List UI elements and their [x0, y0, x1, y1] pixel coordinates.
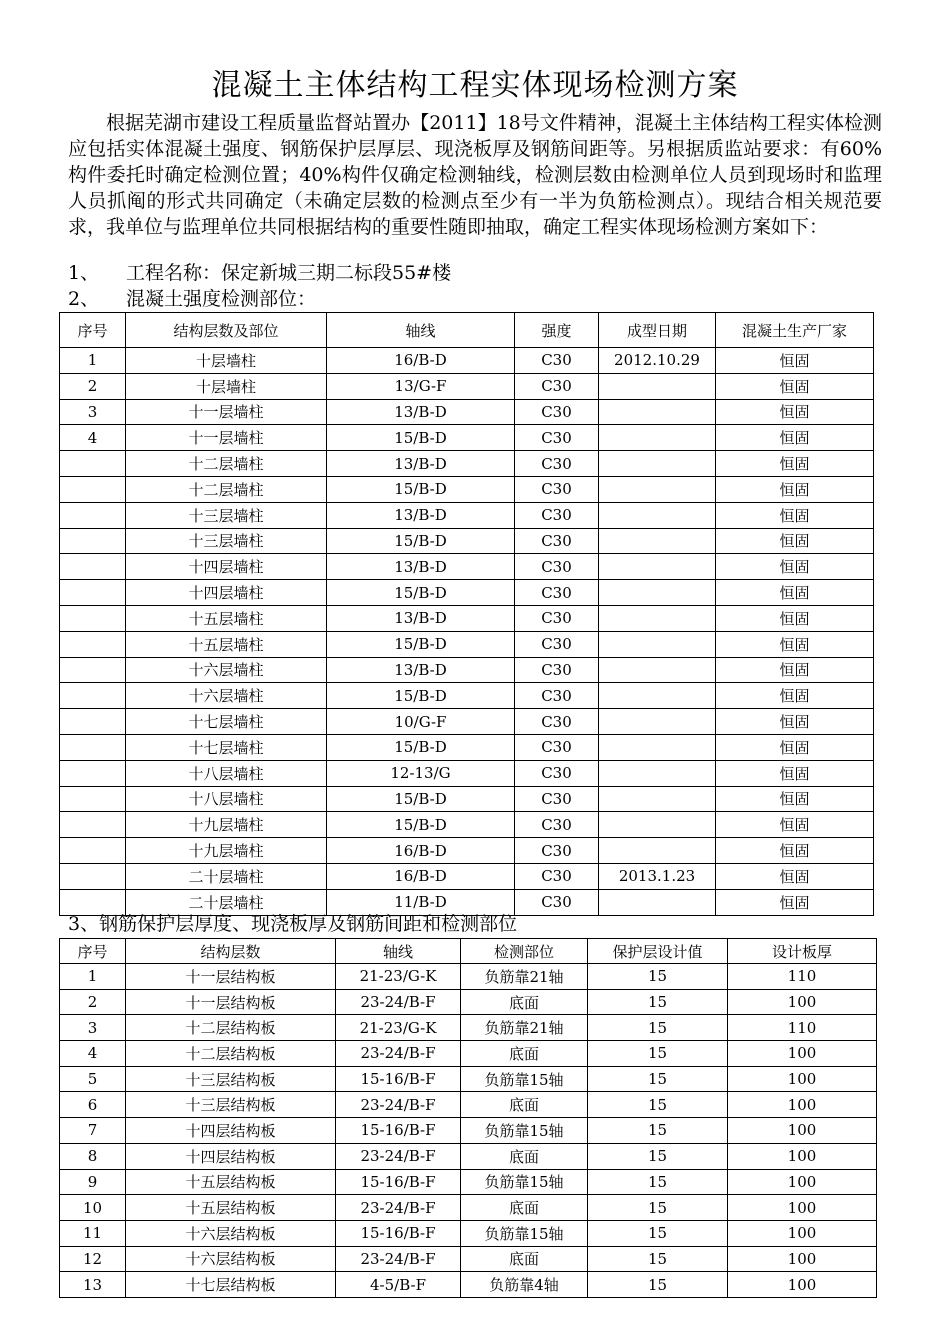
table-cell: 15-16/B-F	[336, 1220, 461, 1246]
table-cell: 4-5/B-F	[336, 1272, 461, 1298]
table-cell: 100	[728, 1195, 877, 1221]
table-cell: C30	[515, 373, 599, 399]
column-header: 保护层设计值	[588, 939, 728, 964]
table-cell: 恒固	[716, 838, 874, 864]
table-cell: 7	[60, 1118, 126, 1144]
table-cell: 5	[60, 1066, 126, 1092]
table-cell	[60, 580, 126, 606]
table-cell: 13/B-D	[327, 605, 515, 631]
section-3-heading: 3、钢筋保护层厚度、现浇板厚及钢筋间距和检测部位	[68, 913, 518, 935]
rebar-cover-table	[59, 938, 877, 1298]
table-cell: C30	[515, 734, 599, 760]
table-cell: C30	[515, 399, 599, 425]
table-row	[60, 1092, 877, 1118]
table-cell: 2012.10.29	[599, 348, 716, 374]
table-row	[60, 451, 874, 477]
table-cell: 十六层墙柱	[126, 657, 327, 683]
table-row	[60, 734, 874, 760]
table-cell: 21-23/G-K	[336, 964, 461, 990]
column-header: 轴线	[336, 939, 461, 964]
table-cell: 恒固	[716, 348, 874, 374]
table-cell: C30	[515, 812, 599, 838]
table-cell: 100	[728, 1092, 877, 1118]
table-row	[60, 786, 874, 812]
table-cell: 16/B-D	[327, 838, 515, 864]
table-cell: 6	[60, 1092, 126, 1118]
table-cell: 15-16/B-F	[336, 1066, 461, 1092]
column-header: 检测部位	[461, 939, 588, 964]
table-cell	[599, 605, 716, 631]
table-cell: 13/G-F	[327, 373, 515, 399]
table-cell: 15-16/B-F	[336, 1169, 461, 1195]
table-cell	[60, 734, 126, 760]
table-cell: 十二层结构板	[126, 1015, 336, 1041]
table-cell: 13/B-D	[327, 451, 515, 477]
table-row	[60, 657, 874, 683]
column-header: 混凝土生产厂家	[716, 313, 874, 348]
table-cell: 十四层墙柱	[126, 554, 327, 580]
table-cell: C30	[515, 863, 599, 889]
table-cell	[599, 734, 716, 760]
table-cell: 二十层墙柱	[126, 863, 327, 889]
table-header	[60, 939, 877, 964]
table-cell	[599, 502, 716, 528]
table-cell: 恒固	[716, 889, 874, 915]
table-cell: 十六层结构板	[126, 1220, 336, 1246]
table-cell: 恒固	[716, 399, 874, 425]
table-row	[60, 580, 874, 606]
table-cell: 23-24/B-F	[336, 1143, 461, 1169]
table-cell: 15	[588, 1092, 728, 1118]
table-row	[60, 476, 874, 502]
table-cell: 1	[60, 964, 126, 990]
table-row	[60, 528, 874, 554]
table-cell: 23-24/B-F	[336, 1195, 461, 1221]
table-cell: 负筋靠4轴	[461, 1272, 588, 1298]
table-cell: 恒固	[716, 786, 874, 812]
table-cell	[599, 399, 716, 425]
table-cell: 110	[728, 1015, 877, 1041]
table-cell	[60, 760, 126, 786]
table-cell: 100	[728, 1272, 877, 1298]
table-cell	[60, 657, 126, 683]
table-row	[60, 1041, 877, 1067]
table-cell: C30	[515, 476, 599, 502]
table-cell: 9	[60, 1169, 126, 1195]
table-cell: 15/B-D	[327, 683, 515, 709]
table-row	[60, 863, 874, 889]
document-title: 混凝土主体结构工程实体现场检测方案	[211, 68, 739, 103]
table-cell: 十一层结构板	[126, 964, 336, 990]
table-cell: 100	[728, 1220, 877, 1246]
table-cell: C30	[515, 709, 599, 735]
table-cell	[599, 631, 716, 657]
table-cell: 十六层结构板	[126, 1246, 336, 1272]
table-row	[60, 989, 877, 1015]
table-cell: 负筋靠21轴	[461, 1015, 588, 1041]
table-cell: 十五层结构板	[126, 1195, 336, 1221]
table-cell: 15-16/B-F	[336, 1118, 461, 1144]
section-text: 工程名称：保定新城三期二标段55#楼	[126, 262, 452, 284]
section-number: 2、	[68, 288, 100, 310]
table-cell: 4	[60, 425, 126, 451]
table-cell: 15	[588, 1143, 728, 1169]
table-cell: C30	[515, 838, 599, 864]
table-cell: 15/B-D	[327, 476, 515, 502]
section-1-project-name	[68, 260, 451, 286]
table-cell: 恒固	[716, 863, 874, 889]
table-cell: C30	[515, 348, 599, 374]
table-cell	[599, 786, 716, 812]
table-cell	[599, 889, 716, 915]
table-cell: 十三层结构板	[126, 1066, 336, 1092]
table-cell: C30	[515, 580, 599, 606]
table-cell: 15/B-D	[327, 812, 515, 838]
table-row	[60, 709, 874, 735]
table-cell: 恒固	[716, 425, 874, 451]
table-cell: 23-24/B-F	[336, 1041, 461, 1067]
table-row	[60, 1220, 877, 1246]
table-cell: C30	[515, 528, 599, 554]
table-row	[60, 1169, 877, 1195]
table-cell: 15	[588, 1169, 728, 1195]
table-cell	[599, 683, 716, 709]
table-cell: C30	[515, 889, 599, 915]
table-cell: 底面	[461, 1092, 588, 1118]
column-header: 成型日期	[599, 313, 716, 348]
table-cell: 底面	[461, 1246, 588, 1272]
table-cell: 十层墙柱	[126, 373, 327, 399]
table-cell: C30	[515, 657, 599, 683]
column-header: 结构层数	[126, 939, 336, 964]
table-row	[60, 1195, 877, 1221]
table-row	[60, 605, 874, 631]
table-cell	[599, 812, 716, 838]
table-cell: C30	[515, 425, 599, 451]
table-header	[60, 313, 874, 348]
table-row	[60, 812, 874, 838]
table-cell: 12-13/G	[327, 760, 515, 786]
table-row	[60, 348, 874, 374]
table-cell: 十五层结构板	[126, 1169, 336, 1195]
table-cell: 15/B-D	[327, 734, 515, 760]
table-cell	[599, 838, 716, 864]
table-cell	[60, 683, 126, 709]
section-number: 1、	[68, 262, 100, 284]
table-row	[60, 1143, 877, 1169]
table-cell: 2013.1.23	[599, 863, 716, 889]
table-cell: 十七层结构板	[126, 1272, 336, 1298]
table-row	[60, 1015, 877, 1041]
table-cell	[599, 476, 716, 502]
table-cell: 恒固	[716, 451, 874, 477]
table-cell: C30	[515, 502, 599, 528]
table-cell: 100	[728, 1041, 877, 1067]
table-cell: 15	[588, 1246, 728, 1272]
table-cell: 10	[60, 1195, 126, 1221]
table-cell: 15	[588, 989, 728, 1015]
table-cell: C30	[515, 554, 599, 580]
table-row	[60, 399, 874, 425]
table-cell: 十八层墙柱	[126, 760, 327, 786]
table-cell: 21-23/G-K	[336, 1015, 461, 1041]
table-cell: 15	[588, 1272, 728, 1298]
table-cell: 110	[728, 964, 877, 990]
table-cell: 4	[60, 1041, 126, 1067]
table-cell: C30	[515, 631, 599, 657]
table-row	[60, 554, 874, 580]
table-row	[60, 502, 874, 528]
table-cell: 恒固	[716, 373, 874, 399]
table-row	[60, 760, 874, 786]
table-cell: 恒固	[716, 709, 874, 735]
table-row	[60, 1066, 877, 1092]
table-cell: 100	[728, 1143, 877, 1169]
table-cell: 二十层墙柱	[126, 889, 327, 915]
table-cell: 15	[588, 1066, 728, 1092]
table-cell: 2	[60, 373, 126, 399]
table-cell: 恒固	[716, 657, 874, 683]
table-cell: 十九层墙柱	[126, 812, 327, 838]
table-cell: 100	[728, 1169, 877, 1195]
table-cell: 100	[728, 989, 877, 1015]
table-cell: 13/B-D	[327, 502, 515, 528]
table-cell: 恒固	[716, 734, 874, 760]
table-cell: 16/B-D	[327, 348, 515, 374]
column-header: 设计板厚	[728, 939, 877, 964]
section-2-heading	[68, 286, 316, 312]
table-cell: 十九层墙柱	[126, 838, 327, 864]
table-cell	[60, 451, 126, 477]
table-cell: 十四层结构板	[126, 1118, 336, 1144]
table-cell: 恒固	[716, 580, 874, 606]
column-header: 序号	[60, 313, 126, 348]
table-row	[60, 373, 874, 399]
table-cell: 8	[60, 1143, 126, 1169]
table-cell: 15	[588, 1220, 728, 1246]
table-cell: 十二层墙柱	[126, 476, 327, 502]
table-cell: 底面	[461, 989, 588, 1015]
table-row	[60, 1118, 877, 1144]
column-header: 轴线	[327, 313, 515, 348]
table-cell: 十一层墙柱	[126, 425, 327, 451]
table-cell	[60, 528, 126, 554]
table-cell: 13/B-D	[327, 554, 515, 580]
table-row	[60, 631, 874, 657]
table-cell: 3	[60, 1015, 126, 1041]
column-header: 序号	[60, 939, 126, 964]
section-text: 混凝土强度检测部位：	[126, 288, 317, 310]
table-cell: 恒固	[716, 605, 874, 631]
table-cell: 12	[60, 1246, 126, 1272]
table-row	[60, 425, 874, 451]
table-cell: 16/B-D	[327, 863, 515, 889]
table-cell: 十七层墙柱	[126, 709, 327, 735]
table-cell: 15	[588, 1118, 728, 1144]
table-cell: 十五层墙柱	[126, 631, 327, 657]
table-cell: 十三层结构板	[126, 1092, 336, 1118]
table-cell: 十二层墙柱	[126, 451, 327, 477]
table-cell: 15/B-D	[327, 528, 515, 554]
table-cell: 15	[588, 1041, 728, 1067]
table-cell	[599, 554, 716, 580]
table-cell	[60, 863, 126, 889]
table-cell: 15/B-D	[327, 786, 515, 812]
table-cell: 15	[588, 1015, 728, 1041]
table-cell: 100	[728, 1118, 877, 1144]
table-row	[60, 683, 874, 709]
column-header: 结构层数及部位	[126, 313, 327, 348]
table-cell: 十八层墙柱	[126, 786, 327, 812]
concrete-strength-table	[59, 312, 874, 916]
table-cell: 15/B-D	[327, 425, 515, 451]
table-cell: 十四层墙柱	[126, 580, 327, 606]
table-cell	[599, 425, 716, 451]
table-cell	[60, 631, 126, 657]
table-cell: 十四层结构板	[126, 1143, 336, 1169]
table-cell: 恒固	[716, 631, 874, 657]
table-cell	[60, 812, 126, 838]
table-cell: 底面	[461, 1195, 588, 1221]
table-cell: 恒固	[716, 502, 874, 528]
table-cell	[599, 528, 716, 554]
intro-paragraph: 根据芜湖市建设工程质量监督站置办【2011】18号文件精神，混凝土主体结构工程实体检测应包括实体混凝土强度、钢筋保护层厚层、现浇板厚及钢筋间距等。另根据质监站要求：有60%构件委托时确定检测位置；40%构件仅确定检测轴线，检测层数由检测单位人员到现场时和监理人员抓阄的形式共同确定（未确定层数的检测点至少有一半为负筋检测点）。现结合相关规范要求，我单位与监理单位共同根据结构的重要性随即抽取，确定工程实体现场检测方案如下：	[68, 112, 882, 238]
table-cell: 15/B-D	[327, 631, 515, 657]
table-cell: 23-24/B-F	[336, 989, 461, 1015]
table-cell	[599, 451, 716, 477]
table-cell	[60, 838, 126, 864]
table-cell	[599, 760, 716, 786]
table-cell: 负筋靠15轴	[461, 1118, 588, 1144]
table-cell: 恒固	[716, 812, 874, 838]
table-cell: 恒固	[716, 528, 874, 554]
table-cell: 10/G-F	[327, 709, 515, 735]
table-cell: 十五层墙柱	[126, 605, 327, 631]
table-cell: 23-24/B-F	[336, 1092, 461, 1118]
table-cell	[599, 580, 716, 606]
table-cell	[60, 502, 126, 528]
table-cell: 13	[60, 1272, 126, 1298]
table-row	[60, 964, 877, 990]
table-row	[60, 1246, 877, 1272]
table-cell	[599, 657, 716, 683]
table-cell: C30	[515, 760, 599, 786]
table-row	[60, 838, 874, 864]
table-cell: 100	[728, 1066, 877, 1092]
table-cell: C30	[515, 451, 599, 477]
table-cell	[60, 786, 126, 812]
table-cell	[60, 605, 126, 631]
table-cell: 负筋靠15轴	[461, 1169, 588, 1195]
table-cell: 15/B-D	[327, 580, 515, 606]
table-cell: 1	[60, 348, 126, 374]
table-cell: 恒固	[716, 683, 874, 709]
table-cell	[599, 709, 716, 735]
table-cell	[60, 554, 126, 580]
table-cell: 底面	[461, 1143, 588, 1169]
table-row	[60, 1272, 877, 1298]
table-cell: 十一层结构板	[126, 989, 336, 1015]
table-cell	[60, 476, 126, 502]
table-cell	[60, 709, 126, 735]
table-cell: 11	[60, 1220, 126, 1246]
table-cell: 恒固	[716, 554, 874, 580]
column-header: 强度	[515, 313, 599, 348]
table-cell: 恒固	[716, 760, 874, 786]
table-cell: 11/B-D	[327, 889, 515, 915]
table-cell: 十层墙柱	[126, 348, 327, 374]
table-cell: 十一层墙柱	[126, 399, 327, 425]
table-cell: 十七层墙柱	[126, 734, 327, 760]
table-cell: 100	[728, 1246, 877, 1272]
table-cell: 15	[588, 964, 728, 990]
table-cell: 13/B-D	[327, 657, 515, 683]
table-cell: 底面	[461, 1041, 588, 1067]
table-cell: 13/B-D	[327, 399, 515, 425]
table-cell: C30	[515, 605, 599, 631]
table-cell: 负筋靠15轴	[461, 1220, 588, 1246]
table-cell	[599, 373, 716, 399]
table-cell: C30	[515, 683, 599, 709]
table-cell: 十二层结构板	[126, 1041, 336, 1067]
table-cell: C30	[515, 786, 599, 812]
table-cell: 负筋靠15轴	[461, 1066, 588, 1092]
table-cell: 恒固	[716, 476, 874, 502]
table-cell: 负筋靠21轴	[461, 964, 588, 990]
table-cell: 15	[588, 1195, 728, 1221]
table-cell: 十三层墙柱	[126, 502, 327, 528]
table-cell: 2	[60, 989, 126, 1015]
table-cell: 3	[60, 399, 126, 425]
table-cell: 十六层墙柱	[126, 683, 327, 709]
table-cell: 十三层墙柱	[126, 528, 327, 554]
table-cell: 23-24/B-F	[336, 1246, 461, 1272]
